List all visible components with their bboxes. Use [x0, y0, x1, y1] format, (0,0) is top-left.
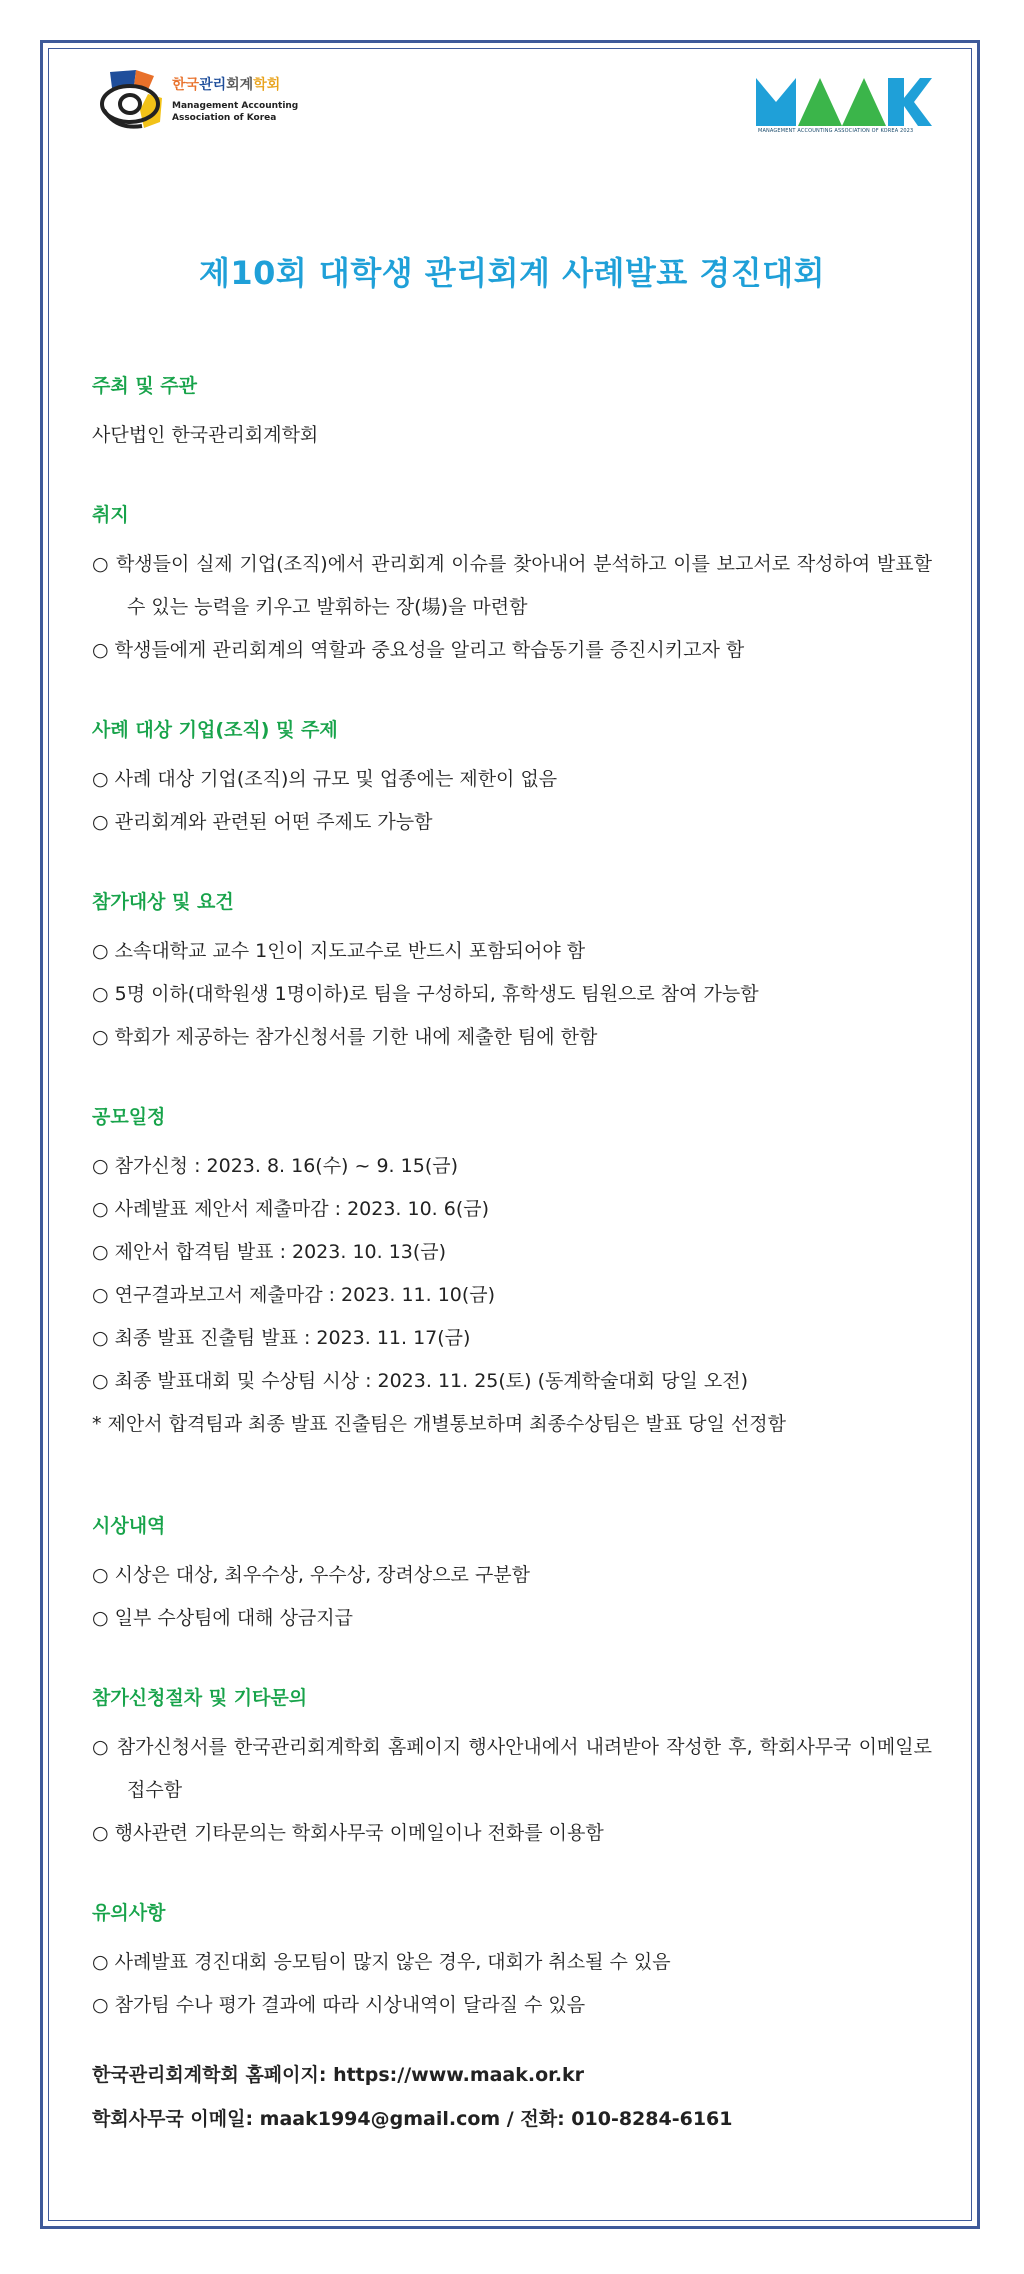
section-eligibility: [92, 886, 932, 1059]
logo-en-line-2: Association of Korea: [172, 113, 277, 123]
section-line: ○ 사례발표 경진대회 응모팀이 많지 않은 경우, 대회가 취소될 수 있음: [92, 1951, 671, 1973]
section-line: ○ 소속대학교 교수 1인이 지도교수로 반드시 포함되어야 함: [92, 940, 586, 962]
schedule-note: * 제안서 합격팀과 최종 발표 진출팀은 개별통보하며 최종수상팀은 발표 당일 선정함: [92, 1413, 786, 1435]
section-heading: 참가신청절차 및 기타문의: [92, 1687, 308, 1709]
association-emblem-icon: [96, 66, 168, 134]
page-title: 제10회 대학생 관리회계 사례발표 경진대회: [198, 254, 826, 292]
contact-footer: [92, 2053, 732, 2141]
logo-ko-seg-3: 회계: [226, 77, 254, 93]
section-line: ○ 참가신청 : 2023. 8. 16(수) ~ 9. 15(금): [92, 1155, 458, 1177]
section-line: ○ 시상은 대상, 최우수상, 우수상, 장려상으로 구분함: [92, 1564, 531, 1586]
section-line: ○ 제안서 합격팀 발표 : 2023. 10. 13(금): [92, 1241, 447, 1263]
section-purpose: [92, 499, 932, 672]
section-awards: [92, 1510, 932, 1640]
section-line: ○ 최종 발표 진출팀 발표 : 2023. 11. 17(금): [92, 1327, 471, 1349]
association-logo: [96, 66, 316, 136]
section-line: ○ 학회가 제공하는 참가신청서를 기한 내에 제출한 팀에 한함: [92, 1026, 598, 1048]
section-line: ○ 참가신청서를 한국관리회계학회 홈페이지 행사안내에서 내려받아 작성한 후, 학회사무국 이메일로 접수함: [92, 1736, 932, 1801]
section-heading: 주최 및 주관: [92, 375, 197, 397]
announcement-body: [92, 370, 932, 2069]
section-application: [92, 1682, 932, 1855]
section-line: ○ 사례발표 제안서 제출마감 : 2023. 10. 6(금): [92, 1198, 490, 1220]
maak-2023-logo: [756, 76, 932, 138]
section-heading: 참가대상 및 요건: [92, 891, 234, 913]
section-schedule: [92, 1101, 932, 1446]
section-line: ○ 최종 발표대회 및 수상팀 시상 : 2023. 11. 25(토) (동계학술대회 당일 오전): [92, 1370, 749, 1392]
association-logo-korean: [172, 74, 280, 94]
homepage-link-text: 한국관리회계학회 홈페이지: https://www.maak.or.kr: [92, 2064, 585, 2086]
section-line: ○ 5명 이하(대학원생 1명이하)로 팀을 구성하되, 휴학생도 팀원으로 참여 가능함: [92, 983, 759, 1005]
logo-ko-seg-1: 한국: [172, 77, 200, 93]
maak-logo-caption: MANAGEMENT ACCOUNTING ASSOCIATION OF KOREA 2023: [758, 128, 914, 134]
logo-en-line-1: Management Accounting: [172, 101, 299, 111]
section-organizer: [92, 370, 932, 457]
section-line: ○ 관리회계와 관련된 어떤 주제도 가능함: [92, 811, 433, 833]
section-heading: 시상내역: [92, 1515, 166, 1537]
section-line: ○ 행사관련 기타문의는 학회사무국 이메일이나 전화를 이용함: [92, 1822, 604, 1844]
section-line: ○ 학생들에게 관리회계의 역할과 중요성을 알리고 학습동기를 증진시키고자 함: [92, 639, 745, 661]
contact-info: 학회사무국 이메일: maak1994@gmail.com / 전화: 010-8284-6161: [92, 2108, 733, 2130]
section-line: ○ 참가팀 수나 평가 결과에 따라 시상내역이 달라질 수 있음: [92, 1994, 586, 2016]
section-line: ○ 사례 대상 기업(조직)의 규모 및 업종에는 제한이 없음: [92, 768, 558, 790]
logo-ko-seg-4: 학회: [253, 77, 281, 93]
section-heading: 취지: [92, 504, 129, 526]
section-line: ○ 연구결과보고서 제출마감 : 2023. 11. 10(금): [92, 1284, 496, 1306]
section-notes: [92, 1897, 932, 2027]
logo-ko-seg-2: 관리: [199, 77, 227, 93]
section-heading: 사례 대상 기업(조직) 및 주제: [92, 719, 338, 741]
section-line: ○ 일부 수상팀에 대해 상금지급: [92, 1607, 353, 1629]
maak-wordmark-icon: [756, 76, 932, 128]
section-heading: 유의사항: [92, 1902, 166, 1924]
section-line: ○ 학생들이 실제 기업(조직)에서 관리회계 이슈를 찾아내어 분석하고 이를 보고서로 작성하여 발표할 수 있는 능력을 키우고 발휘하는 장(場)을 마련함: [92, 553, 932, 618]
association-logo-english: [172, 100, 298, 124]
section-line: 사단법인 한국관리회계학회: [92, 424, 319, 446]
section-topic: [92, 714, 932, 844]
section-heading: 공모일정: [92, 1106, 166, 1128]
